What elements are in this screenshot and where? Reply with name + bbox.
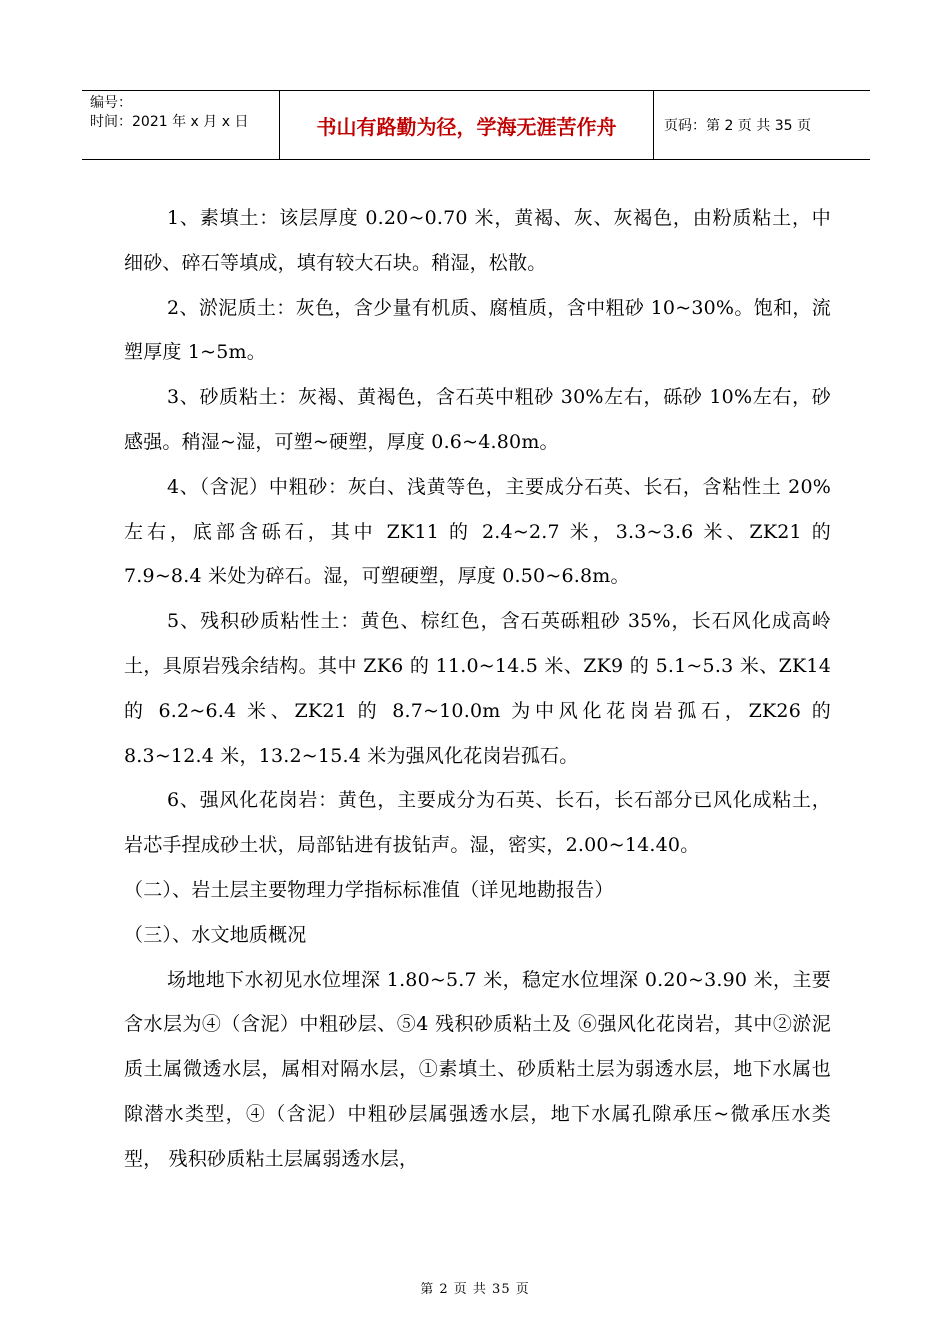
header-meta: [82, 91, 280, 159]
page-footer: 第 2 页 共 35 页: [420, 1282, 530, 1297]
paragraph: 2、淤泥质土：灰色，含少量有机质、腐植质，含中粗砂 10~30%。饱和，流塑厚度 1~5m。: [124, 296, 831, 364]
document-time-label: 时间：2021 年 x 月 x 日: [90, 114, 249, 130]
paragraph: （二）、岩土层主要物理力学指标标准值（详见地勘报告）: [124, 878, 614, 901]
paragraph: 4、（含泥）中粗砂：灰白、浅黄等色，主要成分石英、长石，含粘性土 20%左右，底部含砾石，其中 ZK11 的 2.4~2.7 米，3.3~3.6 米、ZK21 的 7.9~8.4 米处为碎石。湿，可塑硬塑，厚度 0.50~6.8m。: [124, 475, 831, 588]
paragraph: （三）、水文地质概况: [124, 923, 307, 946]
document-number-label: 编号：: [90, 95, 132, 111]
paragraph: 3、砂质粘土：灰褐、黄褐色，含石英中粗砂 30%左右，砾砂 10%左右，砂感强。稍湿~湿，可塑~硬塑，厚度 0.6~4.80m。: [124, 386, 831, 453]
paragraph: 场地地下水初见水位埋深 1.80~5.7 米，稳定水位埋深 0.20~3.90 米，主要含水层为④（含泥）中粗砂层、⑤4 残积砂质粘土及 ⑥强风化花岗岩，其中②淤泥质土属微透水层，属相对隔水层，①素填土、砂质粘土层为弱透水层，地下水属也隙潜水类型，④（含泥）中粗砂层属强透水层，地下水属孔隙承压~微承压水类型， 残积砂质粘土层属弱透水层，: [124, 968, 831, 1170]
header-page-label: 页码：第 2 页 共 35 页: [664, 118, 811, 134]
document-body: [124, 196, 831, 1182]
paragraph: 6、强风化花岗岩：黄色，主要成分为石英、长石，长石部分已风化成粘土，岩芯手捏成砂土状，局部钻进有拔钻声。湿，密实，2.00~14.40。: [124, 789, 831, 857]
paragraph: 5、残积砂质粘性土：黄色、棕红色，含石英砾粗砂 35%，长石风化成高岭土，具原岩残余结构。其中 ZK6 的 11.0~14.5 米、ZK9 的 5.1~5.3 米、ZK14 的 6.2~6.4 米、ZK21 的 8.7~10.0m 为中风化花岗岩孤石，ZK26 的 8.3~12.4 米，13.2~15.4 米为强风化花岗岩孤石。: [124, 610, 831, 767]
page-header: [82, 90, 870, 160]
paragraph: 1、素填土：该层厚度 0.20~0.70 米，黄褐、灰、灰褐色，由粉质粘土，中细砂、碎石等填成，填有较大石块。稍湿，松散。: [124, 207, 831, 274]
header-motto: 书山有路勤为径，学海无涯苦作舟: [280, 91, 654, 159]
